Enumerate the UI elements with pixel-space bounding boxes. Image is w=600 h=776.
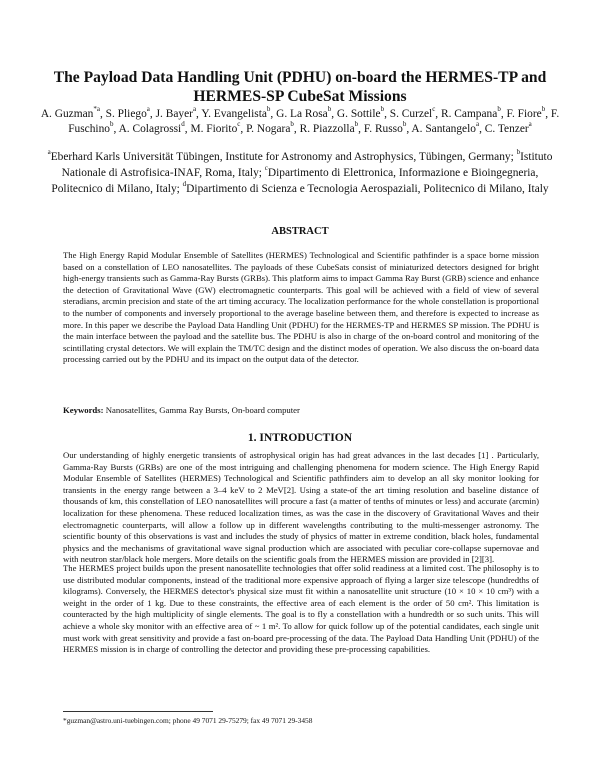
author-name: S. Pliego: [105, 108, 147, 120]
affiliation-key: c: [264, 164, 268, 172]
affiliation-mark: *a: [93, 105, 100, 114]
affiliation-mark: b: [380, 105, 385, 114]
affiliation-mark: b: [497, 105, 501, 114]
affiliation-mark: a: [146, 105, 150, 114]
corresponding-author-footnote: *guzman@astro.uni-tuebingen.com; phone 49 7071 29-75279; fax 49 7071 29-3458: [63, 716, 313, 725]
affiliation-mark: c: [432, 105, 436, 114]
section-heading-introduction: 1. INTRODUCTION: [247, 431, 353, 444]
affiliation-mark: a: [475, 120, 480, 129]
affiliation-mark: c: [237, 120, 241, 129]
footnote-rule: [63, 711, 213, 712]
keywords-value: Nanosatellites, Gamma Ray Bursts, On-board computer: [105, 405, 300, 415]
author-name: A. Colagrossi: [118, 123, 182, 135]
author-name: R. Piazzolla: [299, 123, 355, 135]
affiliation-text: Dipartimento di Scienza e Tecnologia Aerospaziali, Politecnico di Milano, Italy: [186, 182, 549, 195]
author-name: Y. Evangelista: [201, 108, 267, 120]
author-name: G. La Rosa: [276, 108, 328, 120]
abstract-text: The High Energy Rapid Modular Ensemble of Satellites (HERMES) Technological and Scientific pathfinder is a space borne mission based on a constellation of LEO nanosatellites. The payloads of these CubeSats consist of miniaturized detectors designed for bright high-energy transients such as Gamma-Ray Bursts (GRBs). This platform aims to impact Gamma Ray Burst (GRB) science and enhance the detection of Gravitational Wave (GW) electromagnetic counterparts. This goal will be achieved with a field of view of several steradians, arcmin precision and state of the art timing accuracy. The localization performance for the whole constellation is proportional to the number of components and inversely proportional to the average baseline between them, and therefore is expected to increase as more. In this paper we describe the Payload Data Handling Unit (PDHU) for the HERMES-TP and HERMES SP mission. The PDHU is the main interface between the payload and the satellite bus. The PDHU is also in charge of the on-board control and monitoring of the scintillating crystal detectors. We will explain the TM/TC design and the distinct modes of operation. We also discuss the on-board data processing carried out by the PDHU and its impact on the output data of the detector.: [63, 250, 539, 365]
affiliation-mark: b: [290, 120, 294, 129]
affiliation-mark: a: [528, 120, 532, 129]
author-name: M. Fiorito: [190, 123, 238, 135]
author-name: J. Bayer: [155, 108, 193, 120]
intro-paragraph-1: Our understanding of highly energetic transients of astrophysical origin has had great advances in the last decades [1] . Particularly, Gamma-Ray Bursts (GRBs) are one of the most intriguing and challenging phenomena for modern science. The High Energy Rapid Modular Ensemble of Satellites (HERMES) Technological and Scientific pathfinders aim to develop an all sky monitor looking for transients in the energy range between a 3–4 keV to 2 MeV[2]. Using a state-of the art timing resolution and baseline distance of thousands of km, this constellation of LEO nanosatellites will procure a fast (a matter of tenths of minutes or less) and accurate (arcmin) localization for these phenomena. These reduced localization times, as was the case in the discovery of Gravitational Waves and their electromagnetic counterparts, will allow a follow up in different wavelengths contributing to the multi-messenger astronomy. The scientific bounty of this observations is vast and includes the study of physics of matter in extreme condition, black holes, fundamental physics and the mechanisms of gravitational wave signal production which are associated with peculiar core-collapse supernovae and with neutron star/black hole mergers. More details on the scientific goals from the HERMES mission are provided in [2][3].: [63, 450, 539, 565]
affiliation-text: Dipartimento di Elettronica, Informazione e Bioingegneria, Politecnico di Milano, Italy: [51, 166, 539, 195]
keywords-label: Keywords:: [63, 405, 104, 415]
author-name: F. Fiore: [506, 108, 542, 120]
author-name: R. Campana: [441, 108, 498, 120]
author-name: G. Sottile: [336, 108, 381, 120]
author-name: F. Fuschino: [68, 108, 560, 135]
affiliation-mark: b: [541, 105, 546, 114]
affiliation-text: Eberhard Karls Universität Tübingen, Institute for Astronomy and Astrophysics, Tübingen, Germany: [50, 151, 511, 163]
author-name: P. Nogara: [246, 123, 291, 135]
author-name: A. Guzman: [40, 108, 94, 120]
author-name: C. Tenzer: [484, 123, 529, 135]
paper-title: The Payload Data Handling Unit (PDHU) on-board the HERMES-TP and HERMES-SP CubeSat Missions: [53, 69, 547, 105]
intro-paragraph-2: The HERMES project builds upon the present nanosatellite technologies that offer solid readiness at a limited cost. The philosophy is to use distributed modular components, instead of the traditional more expensive approach of flying a larger size telescope (hundredths of kilograms). Conversely, the HERMES detector's physical size must fit within a nanosatellite unit structure (10 × 10 × 10 cm³) with a weight in the order of 1 kg. Due to these constraints, the effective area of each element is the order of 50 cm². This limitation is counteracted by the high multiplicity of single elements. The goal is to fly a constellation with a hundredth or so such units. This will achieve a whole sky monitor with an effective area of ~ 1 m². To allow for quick follow up of the potential candidates, each single unit must work with great sensitivity and provide a fast on-board pre-processing of the data. The Payload Data Handling Unit (PDHU) of the HERMES mission is in charge of controlling the detector and providing these pre-processing capabilities.: [63, 563, 539, 655]
abstract-heading: ABSTRACT: [271, 226, 329, 237]
affiliation-key: b: [516, 148, 521, 157]
affiliation-mark: b: [402, 120, 407, 129]
keywords-line: [63, 405, 539, 417]
affiliation-key: a: [47, 148, 51, 157]
affiliation-mark: b: [327, 105, 332, 114]
affiliation-list: $^a$Eberhard Karls Universität Tübingen, Institute for Astronomy and Astrophysics, Tübingen, Germany; $^b$Istituto Nationale di Astrofisica-INAF, Roma, Italy; $^c$Dipartimento di Elettronica, Informazione e Bioingegneria, Politecnico di Milano, Italy; $^d$Dipartimento di Scienza e Tecnologia Aerospaziali, Politecnico di Milano, Italy: [47, 148, 553, 195]
author-list: A. Guzman$^{*a}$, S. Pliego$^a$, J. Bayer$^a$, Y. Evangelista$^b$, G. La Rosa$^b$, G. Sottile$^b$, S. Curzel$^c$, R. Campana$^b$, F. Fiore$^b$, F. Fuschino$^b$, A. Colagrossi$^d$, M. Fiorito$^c$, P. Nogara$^b$, R. Piazzolla$^b$, F. Russo$^b$, A. Santangelo$^a$, C. Tenzer$^a$: [40, 105, 560, 135]
affiliation-mark: b: [354, 120, 359, 129]
affiliation-key: d: [182, 179, 187, 188]
author-name: F. Russo: [363, 123, 403, 135]
affiliation-mark: a: [192, 105, 197, 114]
author-name: S. Curzel: [389, 108, 433, 120]
author-name: A. Santangelo: [411, 123, 476, 135]
affiliation-mark: b: [266, 105, 271, 114]
affiliation-mark: b: [110, 120, 114, 129]
affiliation-mark: d: [181, 120, 185, 129]
affiliation-text: Istituto Nationale di Astrofisica-INAF, Roma, Italy: [61, 151, 553, 179]
